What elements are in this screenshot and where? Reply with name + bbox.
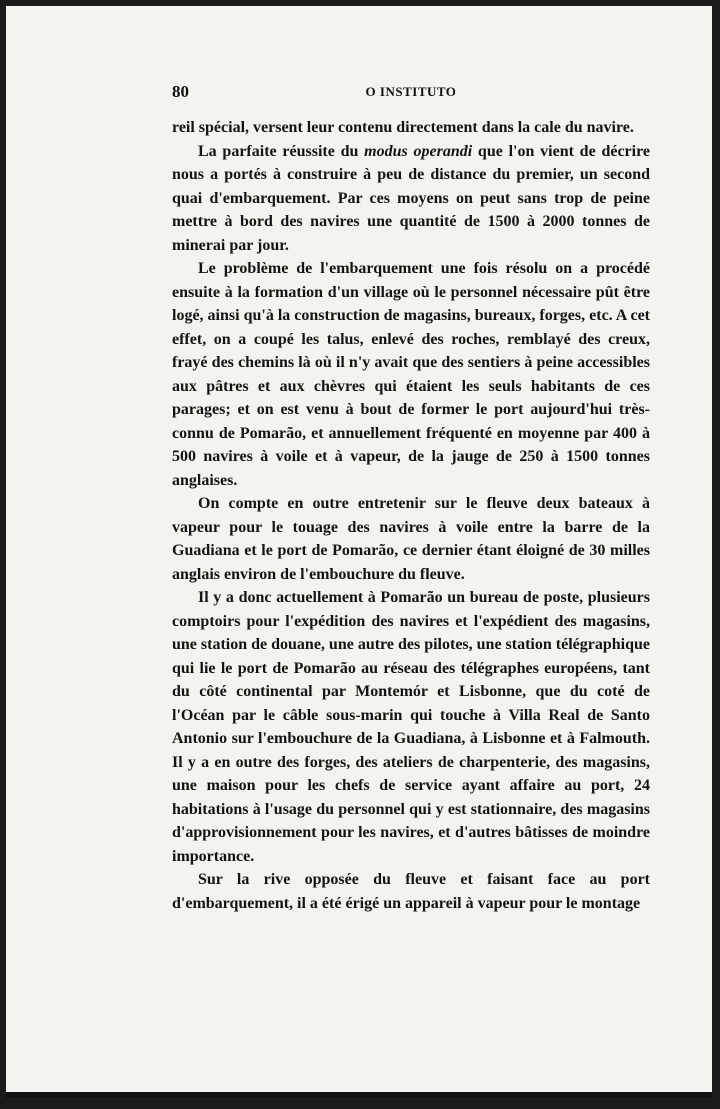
paragraph-continued [172, 116, 650, 140]
paragraph [172, 492, 650, 586]
paragraph-2-text-b: que l'on vient de décrire nous a portés à construire à peu de distance du premier, un second quai d'embarquement. Par ces moyens on peut sans trop de peine mettre à bord des navires une quantité de 1500 à 2000 tonnes de minerai par jour. [172, 142, 651, 254]
paragraph-1-text: reil spécial, versent leur contenu directement dans la cale du navire. [172, 119, 634, 136]
paragraph [172, 140, 650, 258]
paragraph-6-text: Sur la rive opposée du fleuve et faisant face au port d'embarquement, il a été érigé un appareil à vapeur pour le montage [172, 871, 650, 912]
paragraph-3-text: Le problème de l'embarquement une fois résolu on a procédé ensuite à la formation d'un village où le personnel nécessaire pût être logé, ainsi qu'à la construction de magasins, bureaux, forges, etc. A cet effet, on a coupé les talus, enlevé des roches, remblayé des creux, frayé des chemins là où il n'y avait que des sentiers à peine accessibles aux pâtres et aux chèvres qui étaient les seuls habitants de ces parages; et on est venu à bout de former le port aujourd'hui très-connu de Pomarão, et annuellement fréquenté en moyenne par 400 à 500 navires à voile et à vapeur, de la jauge de 250 à 1500 tonnes anglaises. [172, 260, 650, 489]
paragraph-2-text-a: La parfaite réussite du [198, 142, 365, 160]
page-header [172, 82, 650, 104]
book-page [6, 6, 712, 1098]
page-number: 80 [172, 82, 189, 101]
paragraph [172, 257, 650, 492]
paragraph-4-text: On compte en outre entretenir sur le fleuve deux bateaux à vapeur pour le touage des navires à voile entre la barre de la Guadiana et le port de Pomarão, ce dernier étant éloigné de 30 milles anglais environ de l'embouchure du fleuve. [172, 495, 650, 583]
paragraph [172, 586, 650, 868]
body-text [172, 116, 650, 915]
scan-edge [6, 1092, 712, 1098]
paragraph-2-italic: modus operandi [364, 142, 473, 160]
paragraph [172, 868, 650, 915]
running-title: O INSTITUTO [365, 84, 457, 99]
paragraph-5-text: Il y a donc actuellement à Pomarão un bureau de poste, plusieurs comptoirs pour l'expédition des navires et l'expédient des magasins, une station de douane, une autre des pilotes, une station télégraphique qui lie le port de Pomarão au réseau des télégraphes européens, tant du côté continental par Montemór et Lisbonne, que du coté de l'Océan par le câble sous-marin qui touche à Villa Real de Santo Antonio sur l'embouchure de la Guadiana, à Lisbonne et à Falmouth. Il y a en outre des forges, des ateliers de charpenterie, des magasins, une maison pour les chefs de service ayant affaire au port, 24 habitations à l'usage du personnel qui y est stationnaire, des magasins d'approvisionnement pour les navires, et d'autres bâtisses de moindre importance. [172, 589, 650, 865]
